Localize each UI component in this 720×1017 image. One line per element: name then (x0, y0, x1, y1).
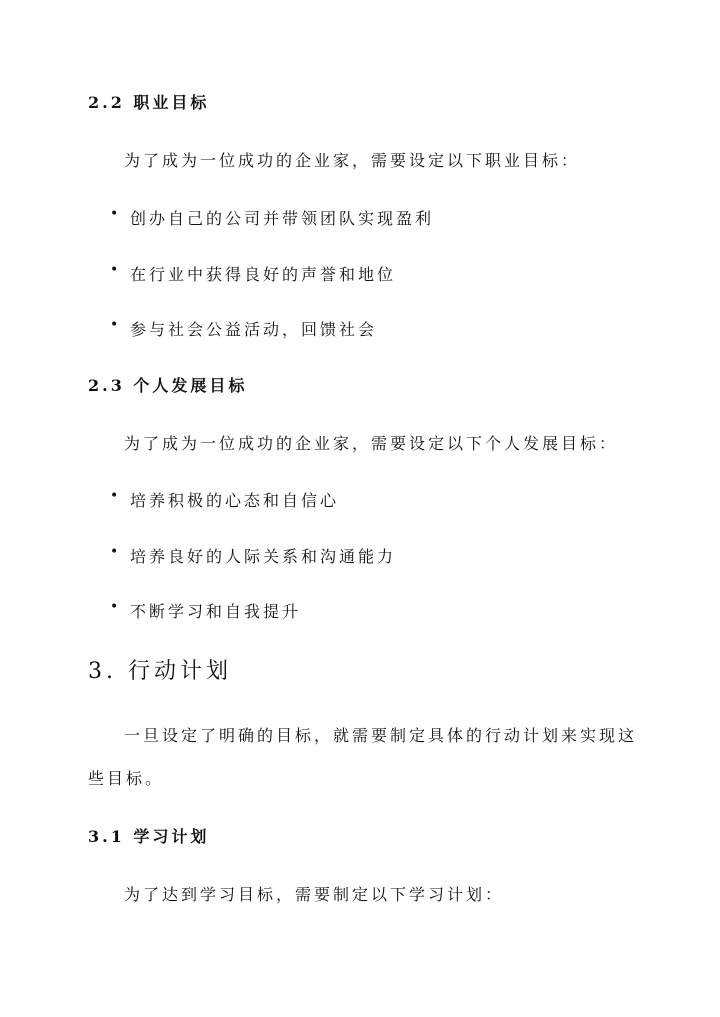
bullet-icon: • (110, 206, 122, 222)
section-3-paragraph-line-2: 些目标。 (88, 769, 165, 788)
section-heading-3: 3. 行动计划 (88, 659, 232, 684)
bullet-icon: • (110, 599, 122, 615)
section-heading-2-2: 2.2 职业目标 (88, 93, 210, 112)
list-item-text: 创办自己的公司并带领团队实现盈利 (130, 209, 435, 228)
list-item-text: 培养积极的心态和自信心 (130, 491, 340, 510)
bullet-icon: • (110, 488, 122, 504)
bullet-icon: • (110, 544, 122, 560)
section-heading-3-1: 3.1 学习计划 (88, 827, 210, 846)
section-heading-2-3: 2.3 个人发展目标 (88, 376, 248, 395)
list-item-text: 不断学习和自我提升 (130, 602, 302, 621)
bullet-icon: • (110, 317, 122, 333)
section-3-paragraph-line-1: 一旦设定了明确的目标，就需要制定具体的行动计划来实现这 (124, 726, 638, 745)
section-3-1-intro: 为了达到学习目标，需要制定以下学习计划： (124, 885, 505, 904)
list-item-text: 参与社会公益活动，回馈社会 (130, 320, 378, 339)
section-2-2-intro: 为了成为一位成功的企业家，需要设定以下职业目标： (124, 151, 581, 170)
bullet-icon: • (110, 262, 122, 278)
list-item-text: 培养良好的人际关系和沟通能力 (130, 547, 397, 566)
list-item-text: 在行业中获得良好的声誉和地位 (130, 265, 397, 284)
section-2-3-intro: 为了成为一位成功的企业家，需要设定以下个人发展目标： (124, 434, 619, 453)
